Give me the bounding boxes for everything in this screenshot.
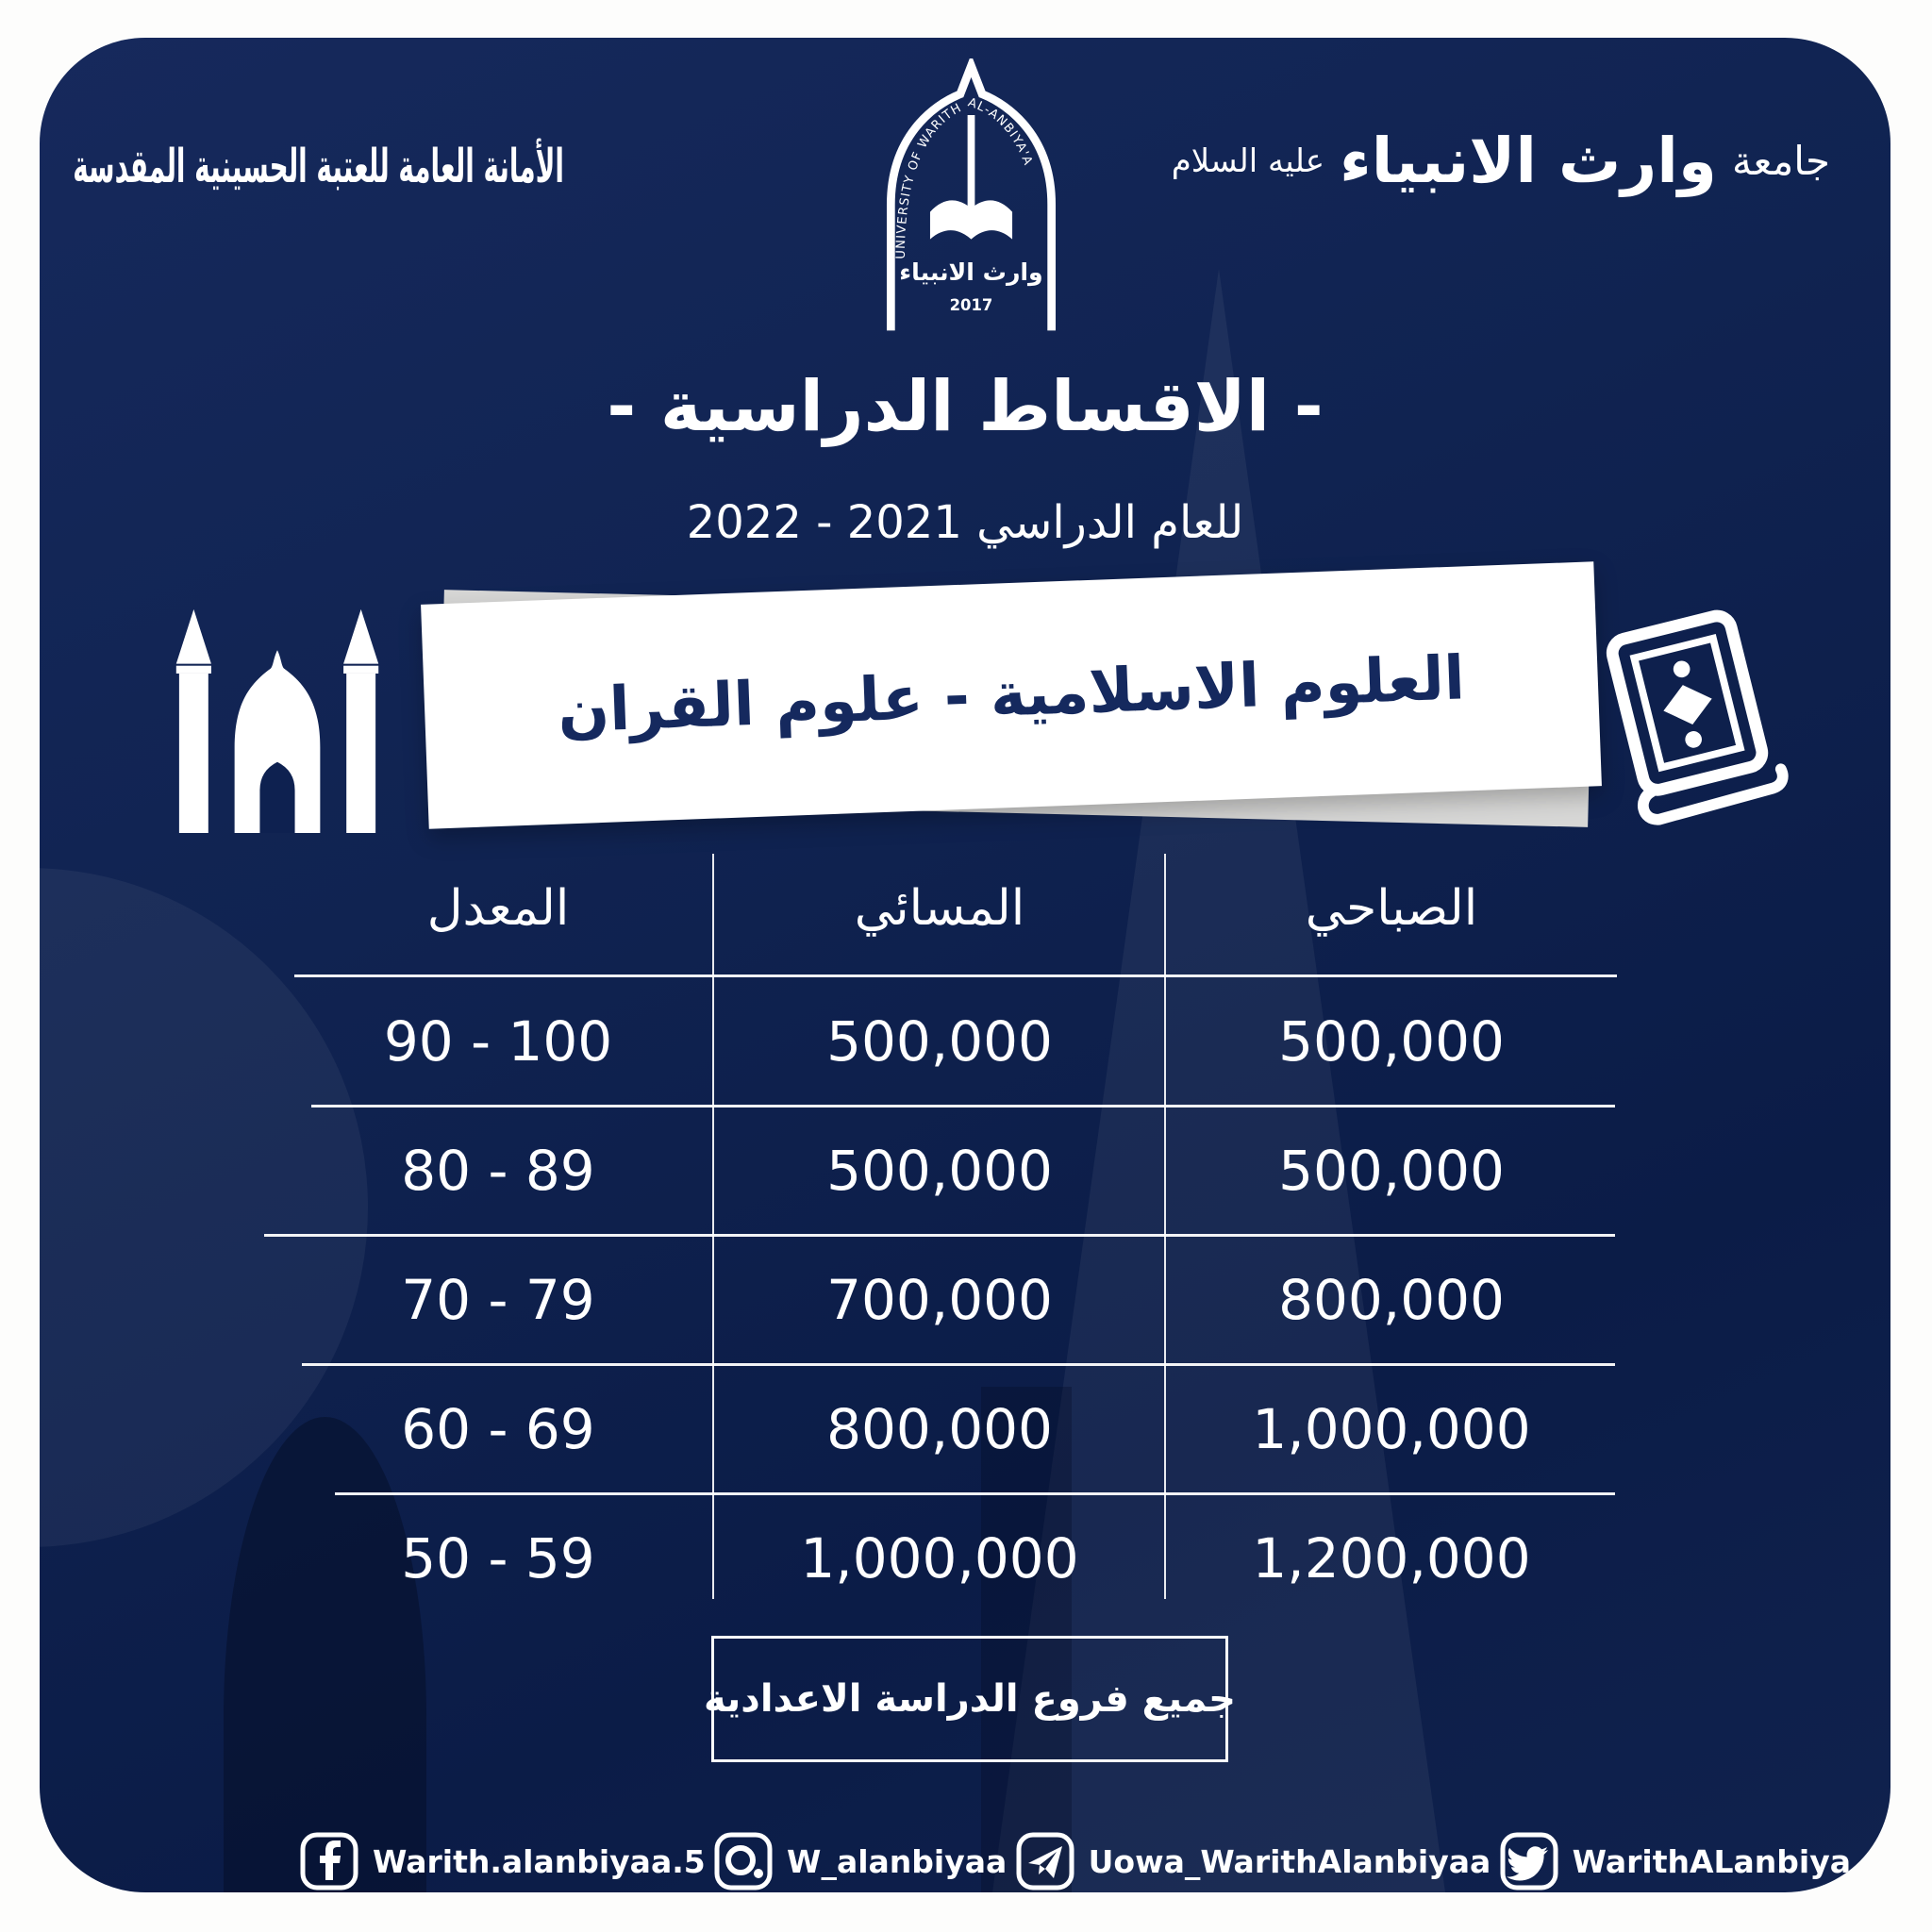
page-title: - الاقساط الدراسية - — [607, 366, 1324, 447]
evening-fee: 500,000 — [826, 1008, 1053, 1074]
svg-text:UNIVERSITY OF WARITH AL-ANBIYA: UNIVERSITY OF WARITH AL-ANBIYA'A — [893, 95, 1036, 259]
telegram-icon — [1015, 1831, 1075, 1891]
fees-table — [283, 840, 1617, 1623]
row-separator — [264, 1234, 1615, 1237]
telegram-handle-text: Uowa_WarithAlanbiyaa — [1088, 1842, 1491, 1880]
grade-range: 90 - 100 — [383, 1008, 613, 1074]
row-separator — [311, 1105, 1615, 1108]
shrine-calligraphy: الأمانة العامة للعتبة الحسينية المقدسة — [73, 140, 564, 194]
quran-book-icon — [1577, 592, 1799, 828]
facebook-icon — [299, 1831, 359, 1891]
evening-fee: 500,000 — [826, 1138, 1053, 1203]
university-honorific: عليه السلام — [1171, 142, 1325, 180]
morning-fee: 800,000 — [1278, 1267, 1505, 1332]
mosque-icon — [151, 580, 404, 833]
evening-fee: 800,000 — [826, 1396, 1053, 1461]
grade-range: 50 - 59 — [401, 1525, 595, 1591]
grade-range: 70 - 79 — [401, 1267, 595, 1332]
university-name: وارث الانبياء — [1340, 125, 1717, 197]
row-separator — [302, 1363, 1615, 1366]
twitter-handle[interactable] — [1499, 1831, 1851, 1891]
instagram-icon — [713, 1831, 774, 1891]
university-logo-icon — [851, 58, 1091, 341]
column-header-average: المعدل — [426, 879, 570, 937]
header-underline — [294, 974, 1617, 977]
university-prefix: جامعة — [1731, 138, 1830, 184]
morning-fee: 500,000 — [1278, 1138, 1505, 1203]
instagram-handle[interactable] — [713, 1831, 1007, 1891]
grade-range: 60 - 69 — [401, 1396, 595, 1461]
twitter-handle-text: WarithALanbiya — [1572, 1842, 1851, 1880]
instagram-handle-text: W_alanbiyaa — [787, 1842, 1008, 1880]
note-box — [704, 1636, 1236, 1762]
morning-fee: 1,200,000 — [1252, 1525, 1531, 1591]
facebook-handle[interactable] — [299, 1831, 706, 1891]
facebook-handle-text: Warith.alanbiyaa.5 — [373, 1842, 706, 1880]
morning-fee: 1,000,000 — [1252, 1396, 1531, 1461]
social-bar — [299, 1819, 1851, 1892]
telegram-handle[interactable] — [1015, 1831, 1491, 1891]
column-header-morning: الصباحي — [1305, 879, 1478, 937]
column-header-evening: المسائي — [854, 879, 1025, 937]
morning-fee: 500,000 — [1278, 1008, 1505, 1074]
svg-text:وارث الانبياء: وارث الانبياء — [899, 258, 1043, 287]
row-separator — [335, 1492, 1615, 1495]
department-banner — [421, 561, 1602, 828]
evening-fee: 700,000 — [826, 1267, 1053, 1332]
column-divider — [1164, 854, 1166, 1599]
department-banner-label: العلوم الاسلامية - علوم القران — [557, 643, 1466, 747]
grade-range: 80 - 89 — [401, 1138, 595, 1203]
evening-fee: 1,000,000 — [800, 1525, 1079, 1591]
note-text: جميع فروع الدراسة الاعدادية — [704, 1677, 1236, 1721]
university-title — [1172, 125, 1830, 197]
poster-card — [40, 38, 1890, 1892]
column-divider — [712, 854, 714, 1599]
svg-text:2017: 2017 — [949, 296, 993, 315]
page-subtitle: للعام الدراسي 2021 - 2022 — [686, 496, 1244, 549]
fees-table-grid — [283, 840, 1617, 1623]
twitter-icon — [1499, 1831, 1559, 1891]
